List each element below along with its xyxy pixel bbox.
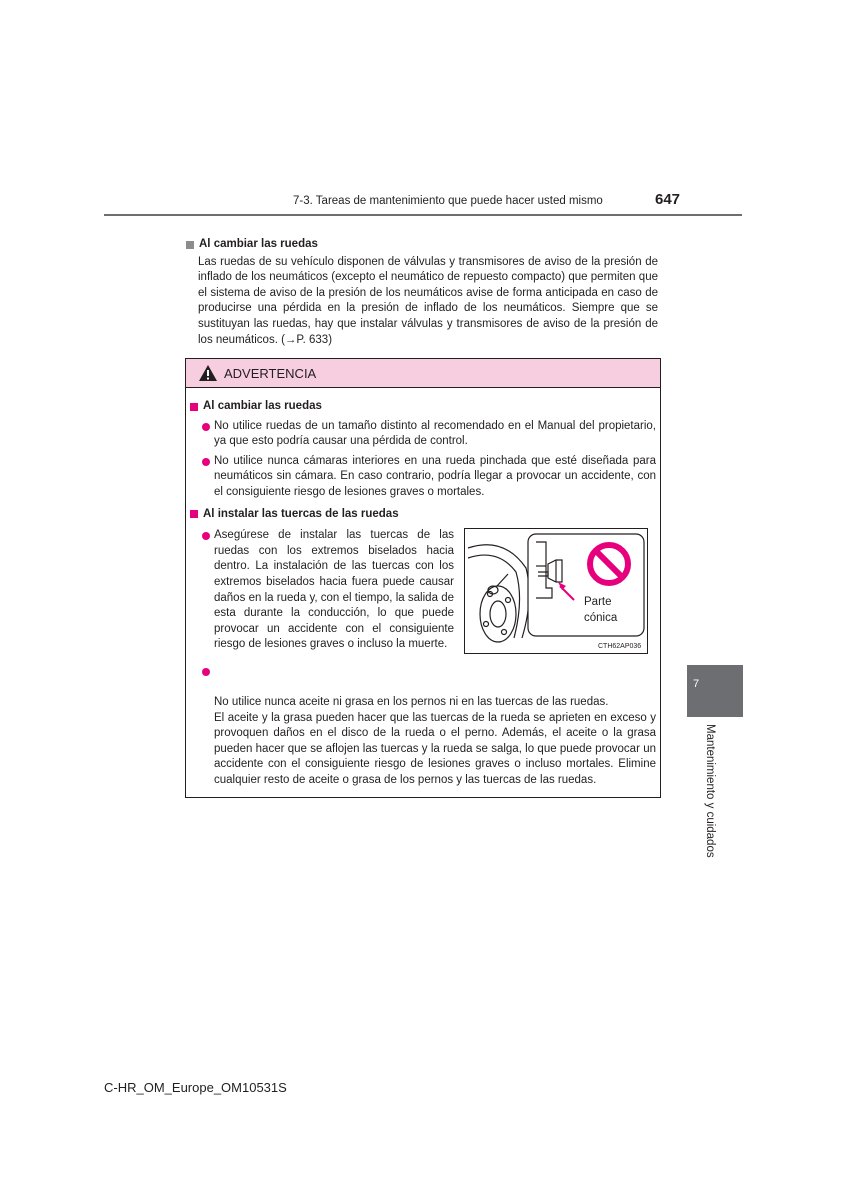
warning-item-text: No utilice ruedas de un tamaño distinto al recomendado en el Manual del propietario, ya que esto podría causar una pérdida de control. [214, 419, 656, 448]
lug-nut-figure [464, 528, 648, 654]
pink-square-bullet [190, 403, 198, 411]
warning-item [190, 528, 454, 660]
warning-title: ADVERTENCIA [224, 365, 317, 381]
warning-section-heading-text: Al instalar las tuercas de las ruedas [203, 507, 399, 520]
warning-header [186, 359, 660, 388]
header-rule [104, 214, 742, 216]
chapter-number: 7 [693, 678, 700, 690]
intro-heading-text: Al cambiar las ruedas [199, 238, 318, 250]
warning-item [190, 419, 656, 450]
bullet-dot [202, 532, 210, 540]
callout-label-line2: cónica [584, 612, 618, 625]
warning-item [190, 454, 656, 501]
gray-square-bullet [186, 241, 194, 249]
warning-box [185, 358, 661, 798]
warning-section-heading [190, 399, 656, 415]
bullet-dot [202, 423, 210, 431]
bullet-dot [202, 668, 210, 676]
header-section-title: 7-3. Tareas de mantenimiento que puede hacer usted mismo [293, 195, 603, 207]
warning-item-text: No utilice nunca aceite ni grasa en los pernos ni en las tuercas de las ruedas. El aceite y la grasa pueden hacer que las tuercas de la rueda se aprieten en exceso y provoquen daños en el disco de la rueda o el perno. Además, el aceite o la grasa pueden hacer que se aflojen las tuercas y la rueda se salga, lo que puede provocar un accidente con el consiguiente riesgo de lesiones graves o incluso mortales. Elimine cualquier resto de aceite o grasa de los pernos y las tuercas de las ruedas. [214, 695, 656, 786]
bullet-dot [202, 458, 210, 466]
chapter-side-tab[interactable] [687, 665, 743, 717]
intro-section [186, 237, 658, 348]
lug-nut-diagram [464, 528, 648, 660]
intro-body: Las ruedas de su vehículo disponen de válvulas y transmisores de aviso de la presión de inflado de los neumáticos (excepto el neumático de repuesto compacto) que permiten que el sistema de aviso de la presión de los neumáticos avise de forma anticipada en caso de producirse una pérdida en la presión de inflado de los neumáticos. Siempre que se sustituyan las ruedas, hay que instalar válvulas y transmisores de aviso de la presión de los neumáticos. (→P. 633) [198, 255, 658, 346]
pink-square-bullet [190, 510, 198, 518]
chapter-side-label: Mantenimiento y cuidados [704, 724, 716, 858]
split-row [190, 528, 656, 660]
warning-section-heading-text: Al cambiar las ruedas [203, 400, 322, 412]
figure-code: CTH62AP036 [598, 643, 642, 651]
warning-item-text: No utilice nunca cámaras interiores en una rueda pinchada que esté diseñada para neumáticos sin cámara. En caso contrario, podría llegar a provocar un accidente, con el consiguiente riesgo de lesiones graves o mortales. [214, 454, 656, 498]
page-number: 647 [655, 191, 681, 208]
footer-doc-code: C-HR_OM_Europe_OM10531S [104, 1080, 287, 1095]
warning-triangle-icon [198, 364, 218, 382]
warning-content [190, 399, 656, 789]
warning-section-heading [190, 507, 656, 523]
warning-item [190, 664, 656, 789]
warning-item-text: Asegúrese de instalar las tuercas de las ruedas con los extremos biselados hacia dentro. La instalación de las tuercas con los extremos biselados hacia fuera puede causar daños en la rueda y, con el tiempo, la salida de esta durante la conducción, lo que puede provocar un accidente con el consiguiente riesgo de lesiones graves o incluso la muerte. [214, 529, 454, 651]
intro-heading [186, 237, 658, 253]
callout-label-line1: Parte [584, 596, 612, 609]
